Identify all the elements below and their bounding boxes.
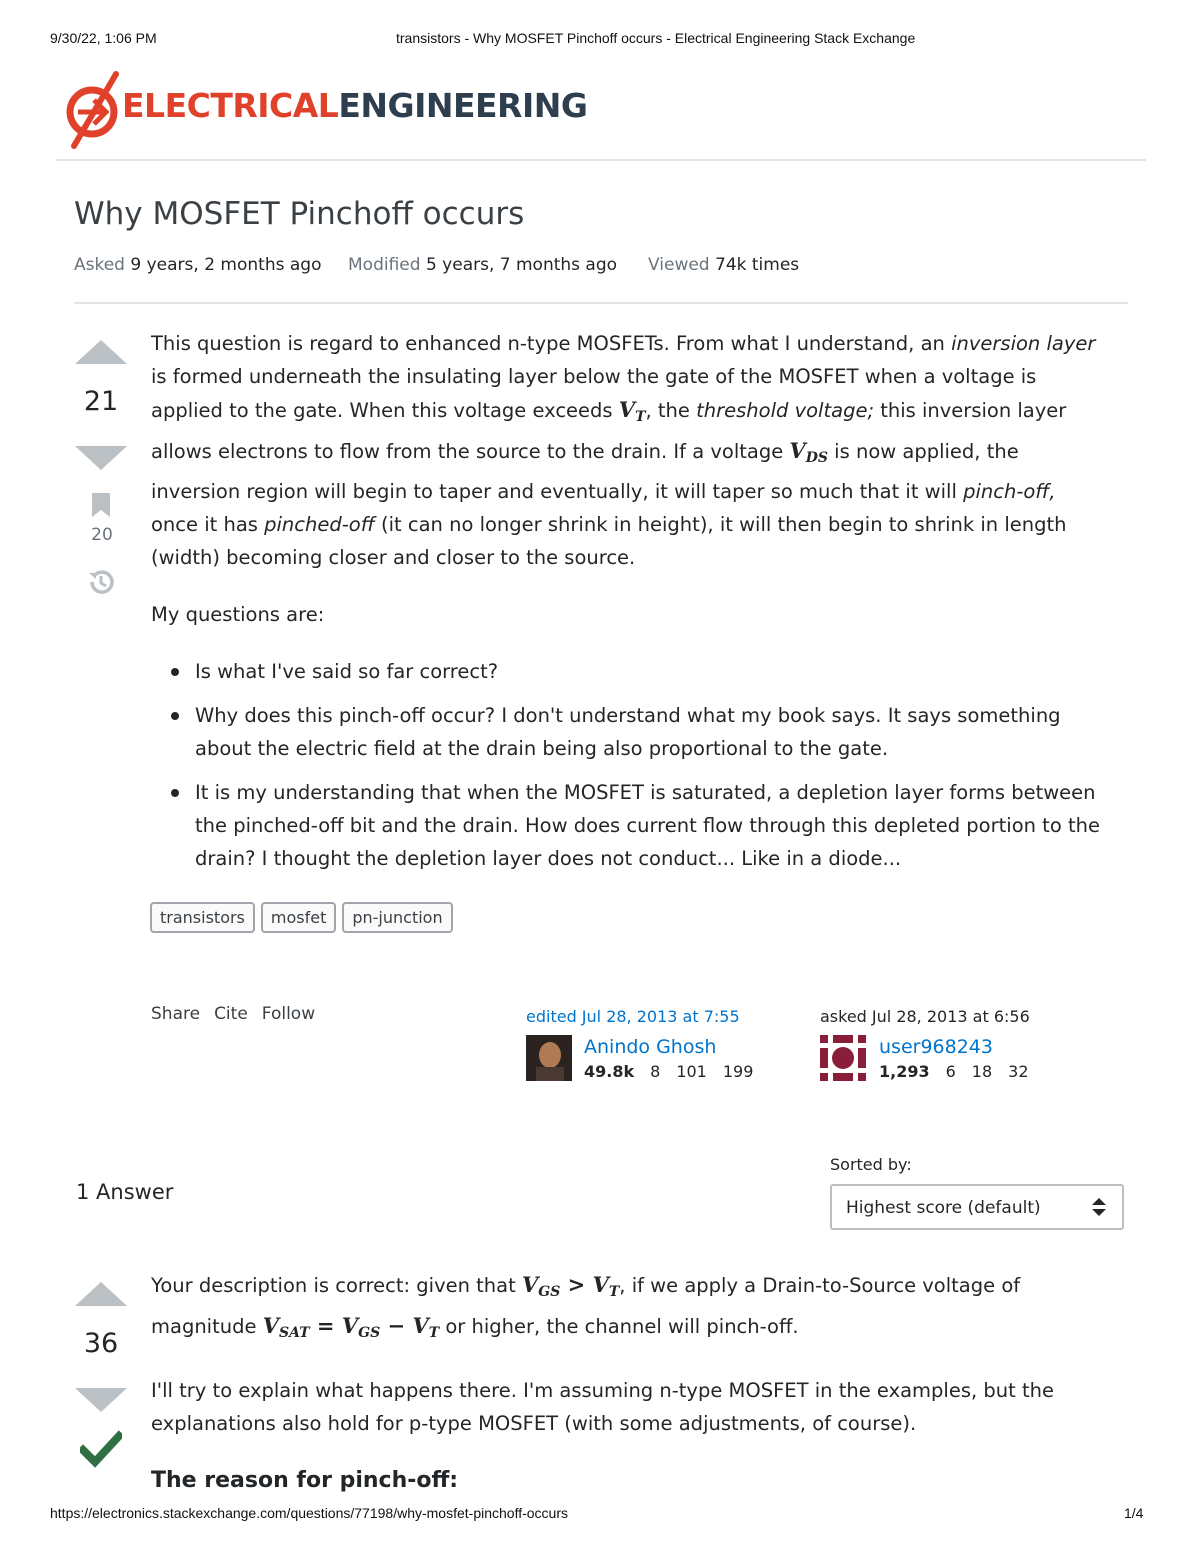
editor-name-link[interactable]: Anindo Ghosh <box>584 1036 717 1058</box>
list-item: Is what I've said so far correct? <box>151 655 1106 688</box>
print-datetime: 9/30/22, 1:06 PM <box>50 30 157 46</box>
math-vgs-gt-vt: $V_{GS} > V_T$ <box>521 1272 620 1300</box>
answer-heading: The reason for pinch-off: <box>151 1468 459 1493</box>
list-item: Why does this pinch-off occur? I don't understand what my book says. It says something about the electric field at the drain being also proportional to the gate. <box>151 699 1106 765</box>
tag-transistors[interactable]: transistors <box>150 902 255 933</box>
meta-asked <box>74 255 321 275</box>
tag-pn-junction[interactable]: pn-junction <box>342 902 452 933</box>
asker-reputation: 1,293 6 18 32 <box>879 1062 1029 1081</box>
share-link[interactable]: Share <box>151 1004 201 1024</box>
print-page-number: 1/4 <box>1124 1505 1144 1521</box>
follow-link[interactable]: Follow <box>261 1004 316 1024</box>
logo-word-engineering: ENGINEERING <box>338 86 588 125</box>
editor-reputation: 49.8k 8 101 199 <box>584 1062 754 1081</box>
answer-score: 36 <box>83 1328 119 1359</box>
question-paragraph-2: My questions are: <box>151 603 325 626</box>
question-paragraph-1: This question is regard to enhanced n-type MOSFETs. From what I understand, an inversion layer is formed underneath the insulating layer below the gate of the MOSFET when a voltage is applied to the gate. When this voltage exceeds $V_T$, the threshold voltage; this inversion layer allows electrons to flow from the source to the drain. If a voltage $V_{DS}$ is now applied, the inversion region will begin to taper and eventually, it will taper so much that it will pinch-off, once it has pinched-off (it can no longer shrink in height), it will then begin to shrink in length (width) becoming closer and closer to the source. <box>151 332 1096 569</box>
bookmark-count: 20 <box>91 525 113 545</box>
question-list <box>151 655 1106 875</box>
avatar[interactable] <box>526 1035 572 1081</box>
question-downvote-button[interactable] <box>75 446 127 470</box>
print-url: https://electronics.stackexchange.com/questions/77198/why-mosfet-pinchoff-occurs <box>50 1505 568 1521</box>
question-score: 21 <box>83 386 119 417</box>
math-vds: $V_{DS}$ <box>789 438 828 466</box>
tag-list <box>150 902 459 933</box>
tag-mosfet[interactable]: mosfet <box>261 902 336 933</box>
bookmark-icon[interactable] <box>91 492 111 522</box>
sort-select[interactable] <box>830 1184 1124 1230</box>
answer-paragraph-2: I'll try to explain what happens there. I'm assuming n-type MOSFET in the examples, but the explanations also hold for p-type MOSFET (with some adjustments, of course). <box>151 1379 1054 1435</box>
answer-downvote-button[interactable] <box>75 1388 127 1412</box>
sort-label: Sorted by: <box>830 1155 912 1174</box>
asker-name-link[interactable]: user968243 <box>879 1036 993 1058</box>
avatar[interactable] <box>820 1035 866 1081</box>
accepted-check-icon <box>80 1430 122 1474</box>
site-logo-wordmark[interactable] <box>122 86 587 125</box>
sort-select-value: Highest score (default) <box>846 1198 1041 1218</box>
post-menu <box>151 1004 329 1024</box>
meta-modified <box>348 255 617 275</box>
meta-modified-value[interactable]: 5 years, 7 months ago <box>425 255 618 275</box>
answer-upvote-button[interactable] <box>75 1282 127 1306</box>
sort-caret-icon <box>1090 1196 1108 1218</box>
question-body <box>151 327 1106 886</box>
edited-timestamp-link[interactable]: edited Jul 28, 2013 at 7:55 <box>526 1007 740 1026</box>
question-title[interactable]: Why MOSFET Pinchoff occurs <box>74 196 525 232</box>
meta-modified-label: Modified <box>348 255 421 275</box>
meta-asked-label: Asked <box>74 255 125 275</box>
header-divider <box>56 159 1146 161</box>
site-logo-icon[interactable] <box>64 70 126 150</box>
question-upvote-button[interactable] <box>75 340 127 364</box>
meta-viewed <box>648 255 799 275</box>
print-page-title: transistors - Why MOSFET Pinchoff occurs - Electrical Engineering Stack Exchange <box>396 30 916 46</box>
answer-body <box>151 1268 1106 1440</box>
title-divider <box>74 302 1128 304</box>
meta-viewed-value: 74k times <box>715 255 800 275</box>
math-vsat: $V_{SAT} = V_{GS} - V_T$ <box>262 1313 440 1341</box>
meta-viewed-label: Viewed <box>648 255 710 275</box>
meta-asked-value: 9 years, 2 months ago <box>130 255 322 275</box>
answer-paragraph-1: Your description is correct: given that $V_{GS} > V_T$, if we apply a Drain-to-Source voltage of magnitude $V_{SAT} = V_{GS} - V_T$ or higher, the channel will pinch-off. <box>151 1272 1021 1341</box>
logo-word-electrical: ELECTRICAL <box>122 86 339 125</box>
cite-link[interactable]: Cite <box>214 1004 248 1024</box>
list-item: It is my understanding that when the MOSFET is saturated, a depletion layer forms between the pinched-off bit and the drain. How does current flow through this depleted portion to the drain? I thought the depletion layer does not conduct... Like in a diode... <box>151 776 1106 875</box>
math-vt: $V_T$ <box>618 397 646 425</box>
history-icon[interactable] <box>86 567 116 601</box>
answer-count: 1 Answer <box>76 1180 174 1204</box>
asked-timestamp: asked Jul 28, 2013 at 6:56 <box>820 1007 1030 1026</box>
